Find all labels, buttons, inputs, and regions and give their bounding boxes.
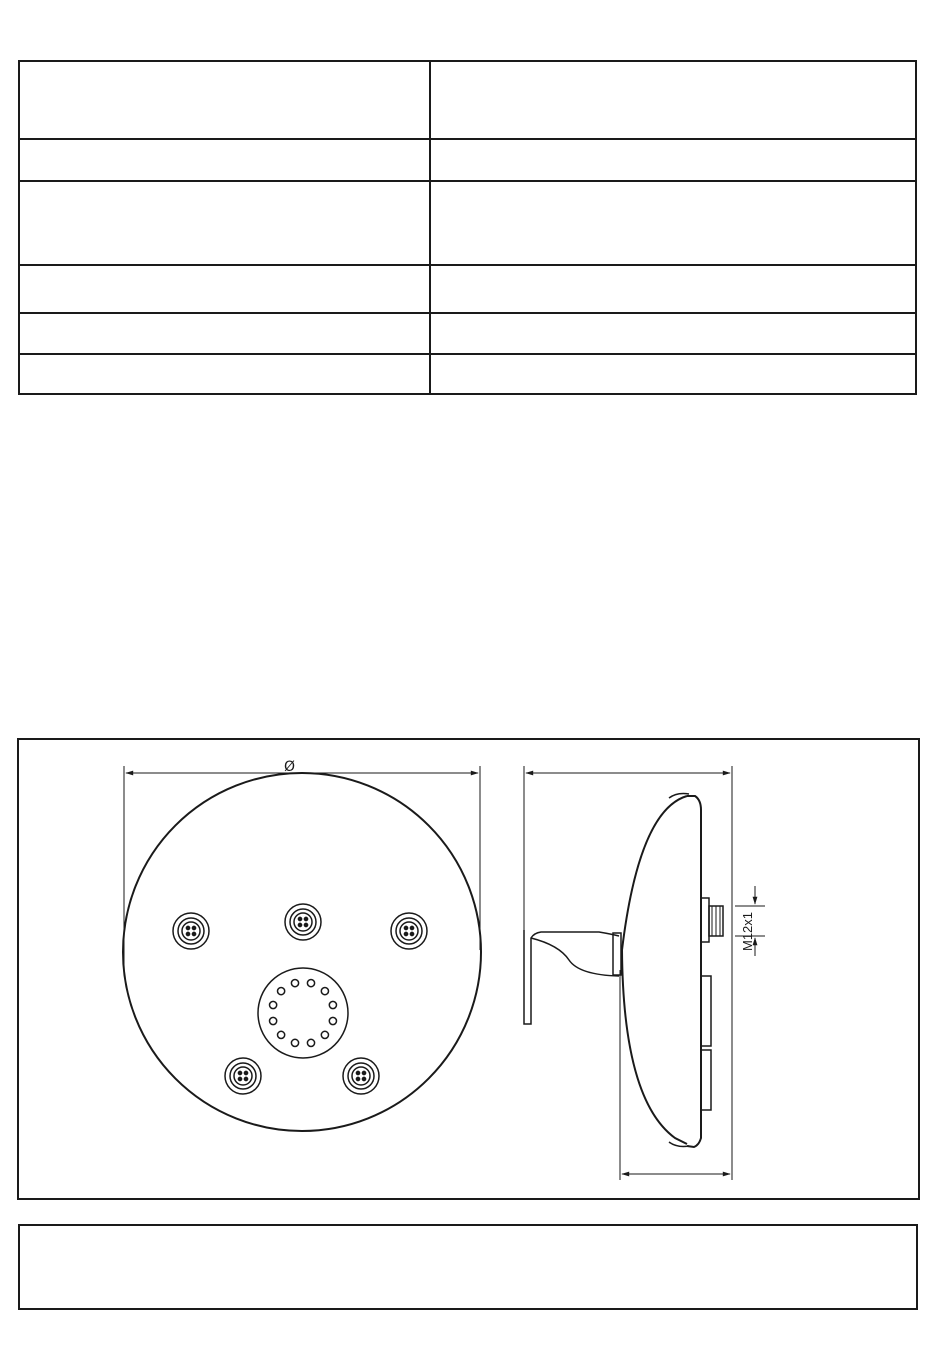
spec-label xyxy=(20,140,431,180)
spec-value xyxy=(431,140,915,180)
led-dots xyxy=(270,980,337,1047)
drawing-canvas xyxy=(19,740,918,1198)
spec-label xyxy=(20,62,431,138)
spec-label xyxy=(20,314,431,353)
spec-row xyxy=(20,353,915,393)
spec-label xyxy=(20,266,431,312)
spec-label xyxy=(20,355,431,393)
rear-connector-base xyxy=(701,898,709,942)
led-dot xyxy=(291,1039,298,1046)
dimension-drawing xyxy=(17,738,920,1200)
led-dot xyxy=(291,980,298,987)
led-dot xyxy=(307,980,314,987)
spec-table xyxy=(18,60,917,395)
note-box xyxy=(18,1224,918,1310)
spec-row xyxy=(20,180,915,264)
spec-label xyxy=(20,182,431,264)
connector-top xyxy=(285,904,321,940)
housing-rim xyxy=(687,796,701,1147)
connector-bottom-right xyxy=(343,1058,379,1094)
rear-connector-lower-2 xyxy=(701,1050,711,1110)
spec-value xyxy=(431,182,915,264)
spec-row xyxy=(20,264,915,312)
mounting-bracket xyxy=(524,930,619,1024)
bracket-curve xyxy=(531,938,619,976)
spec-value xyxy=(431,314,915,353)
rear-connector-lower xyxy=(701,976,711,1046)
led-dot xyxy=(329,1001,336,1008)
led-dot xyxy=(278,1031,285,1038)
side-view xyxy=(524,766,765,1180)
led-ring xyxy=(258,968,348,1058)
bracket-plate xyxy=(613,933,621,975)
connector-right xyxy=(391,913,427,949)
led-dot xyxy=(329,1017,336,1024)
led-dot xyxy=(321,988,328,995)
front-view xyxy=(123,766,481,1131)
spec-row xyxy=(20,62,915,138)
led-dot xyxy=(270,1017,277,1024)
led-dot xyxy=(270,1001,277,1008)
device-outline xyxy=(123,773,481,1131)
led-dot xyxy=(321,1031,328,1038)
led-dot xyxy=(278,988,285,995)
led-dot xyxy=(307,1039,314,1046)
spec-row xyxy=(20,138,915,180)
spec-value xyxy=(431,355,915,393)
spec-row xyxy=(20,312,915,353)
diameter-symbol: Ø xyxy=(284,759,296,775)
spec-value xyxy=(431,62,915,138)
thread-label: M12x1 xyxy=(740,911,755,951)
connector-bottom-left xyxy=(225,1058,261,1094)
connector-left xyxy=(173,913,209,949)
spec-value xyxy=(431,266,915,312)
housing-dome xyxy=(622,796,687,1144)
